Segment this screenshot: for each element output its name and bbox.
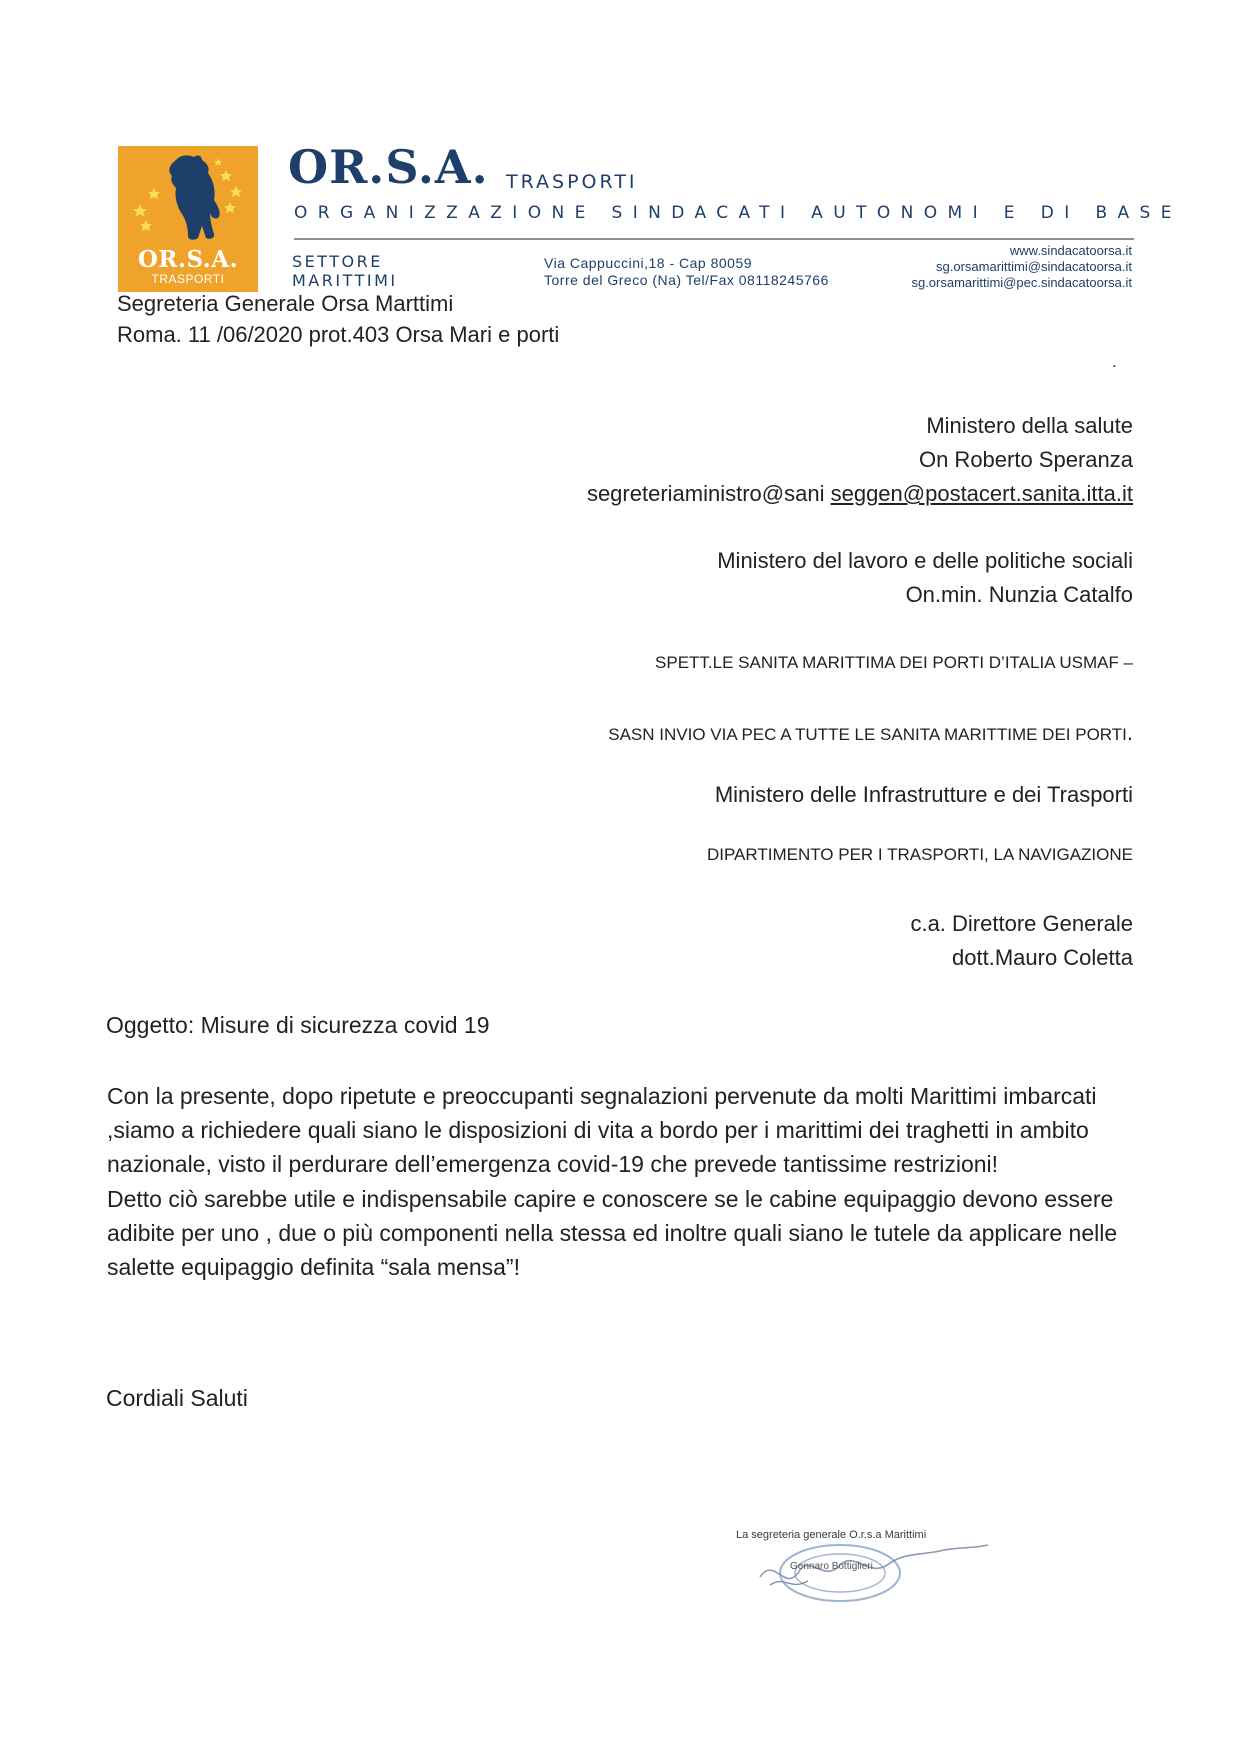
signature-caption: La segreteria generale O.r.s.a Marittimi (736, 1529, 927, 1541)
contact-block (911, 243, 1132, 291)
pec-link[interactable]: sg.orsamarittimi@pec.sindacatoorsa.it (911, 275, 1132, 290)
letter-body (107, 1079, 1147, 1284)
signature-name: Gennaro Bottiglieri (790, 1561, 873, 1572)
recipient-1-email-link[interactable]: seggen@postacert.sanita.itta.it (830, 481, 1133, 506)
recipient-2-line-2: On.min. Nunzia Catalfo (905, 582, 1133, 607)
sender-date-protocol: Roma. 11 /06/2020 prot.403 Orsa Mari e porti (117, 322, 560, 347)
recipient-4-line-1: Ministero delle Infrastrutture e dei Trasporti (714, 782, 1133, 807)
recipient-1-line-2: On Roberto Speranza (918, 447, 1133, 472)
letter-closing: Cordiali Saluti (106, 1385, 248, 1411)
recipient-4-line-2: DIPARTIMENTO PER I TRASPORTI, LA NAVIGAZIONE (706, 845, 1133, 864)
recipient-2-line-1: Ministero del lavoro e delle politiche sociali (717, 548, 1133, 573)
recipient-3-line-2-dot: . (1126, 720, 1133, 745)
recipient-3-line-2-text: SASN INVIO VIA PEC A TUTTE LE SANITA MARITTIME DEI PORTI (608, 725, 1127, 744)
body-paragraph-1: Con la presente, dopo ripetute e preoccupanti segnalazioni pervenute da molti Marittimi imbarcati ,siamo a richiedere quali siano le disposizioni di vita a bordo per i marittimi dei traghetti in ambito nazionale, visto il perdurare dell’emergenza covid-19 che prevede tantissime restrizioni! (107, 1083, 1097, 1178)
email-link[interactable]: sg.orsamarittimi@sindacatoorsa.it (936, 259, 1132, 274)
recipient-1-email-a: segreteriaministro@sani (586, 481, 831, 506)
sector-label (292, 252, 398, 290)
recipient-5-line-2: dott.Mauro Coletta (952, 945, 1133, 970)
letter-subject: Oggetto: Misure di sicurezza covid 19 (106, 1012, 490, 1038)
sector-line-1: SETTORE (292, 252, 383, 271)
brand-name: OR.S.A. (288, 140, 489, 194)
recipient-3-line-1: SPETT.LE SANITA MARITTIMA DEI PORTI D’ITALIA USMAF – (655, 653, 1133, 672)
website-link[interactable]: www.sindacatoorsa.it (1009, 243, 1132, 258)
logo-wordmark: OR.S.A. (137, 246, 239, 273)
separator-dot: . (1112, 352, 1117, 371)
recipient-1-line-1: Ministero della salute (926, 413, 1133, 438)
sender-line-1: Segreteria Generale Orsa Marttimi (117, 291, 454, 316)
address-line-1: Via Cappuccini,18 - Cap 80059 (544, 255, 753, 271)
recipient-3-line-2 (608, 720, 1133, 746)
brand-suffix: TRASPORTI (506, 171, 638, 193)
signature-area (730, 1525, 1010, 1605)
body-paragraph-2: Detto ciò sarebbe utile e indispensabile capire e conoscere se le cabine equipaggio devono essere adibite per uno , due o più componenti nella stessa ed inoltre quali siano le tutele da applicare nelle salette equipaggio definita “sala mensa”! (107, 1185, 1118, 1281)
address-line-2: Torre del Greco (Na) Tel/Fax 08118245766 (544, 272, 829, 288)
recipient-5-line-1: c.a. Direttore Generale (910, 911, 1133, 936)
address-block (544, 255, 829, 289)
recipient-1-emails (587, 481, 1133, 507)
organization-full-name: ORGANIZZAZIONE SINDACATI AUTONOMI E DI BASE (294, 203, 1182, 223)
sector-line-2: MARITTIMI (292, 271, 398, 290)
logo-subtext: TRASPORTI (151, 272, 225, 286)
letterhead-divider (294, 238, 1134, 240)
orsa-logo (118, 146, 258, 292)
